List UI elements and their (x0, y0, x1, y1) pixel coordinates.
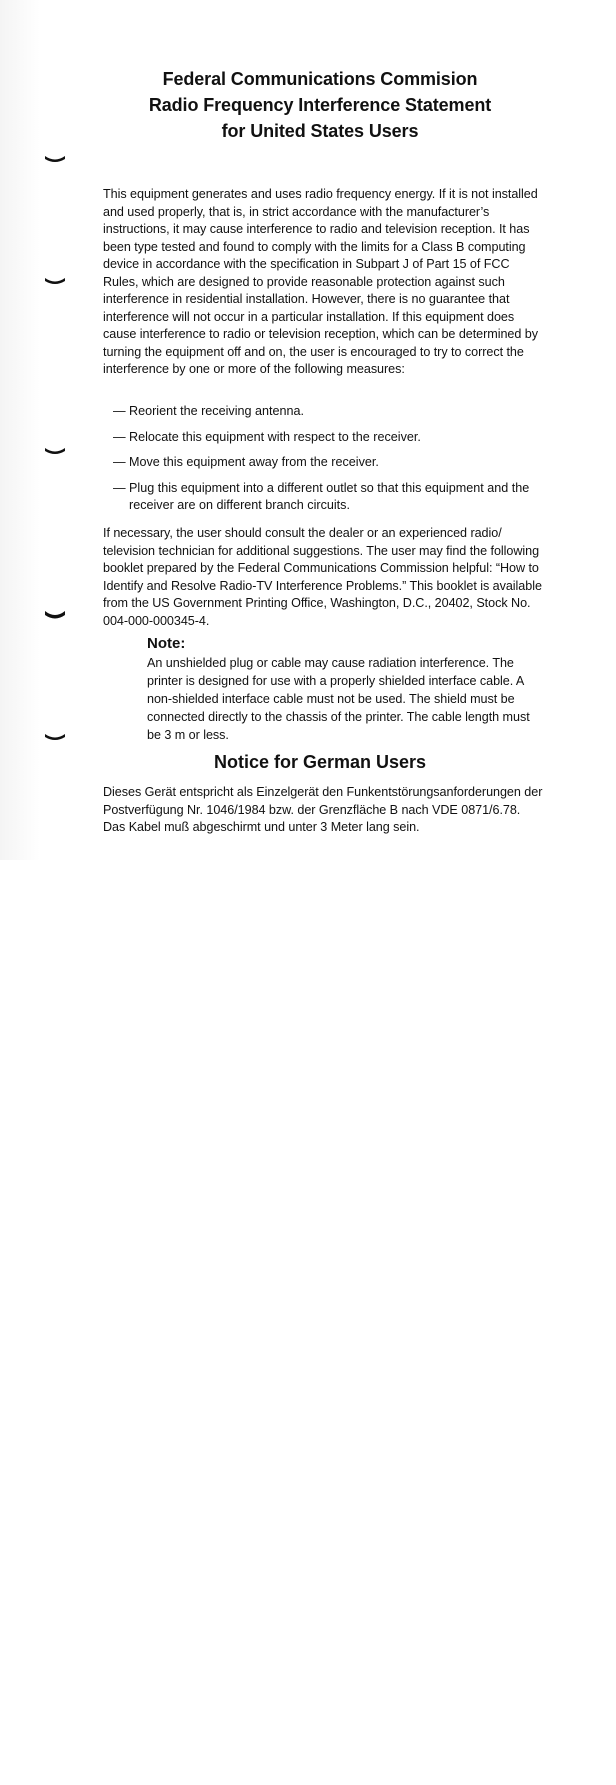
note-heading: Note: (147, 635, 186, 652)
fcc-intro-paragraph: This equipment generates and uses radio frequency energy. If it is not installed and used properly, that is, in strict accordance with the manufacturer’s instructions, it may cause interference to radio and television reception. It has been type tested and found to comply with the limits for a Class B computing device in accordance with the specification in Subpart J of Part 15 of FCC Rules, which are designed to provide reasonable protection against such interference in residential installation. However, there is no guarantee that interference will not occur in a particular installation. If this equipment does cause interference to radio or television reception, which can be determined by turning the equipment off and on, the user is encouraged to try to correct the interference by one or more of the following measures: (103, 187, 538, 376)
german-notice-line: Dieses Gerät entspricht als Einzelgerät den Funkentstörungsanforderungen der Postverfügung Nr. 1046/1984 bzw. der Grenzfläche B nach VDE 0871/6.78. (103, 785, 543, 817)
list-item: — Reorient the receiving antenna. (113, 403, 543, 421)
german-notice-line: Das Kabel muß abgeschirmt und unter 3 Meter lang sein. (103, 820, 420, 834)
binding-hole-mark (44, 610, 66, 620)
list-item: — Move this equipment away from the receiver. (113, 454, 543, 472)
title-line: Federal Communications Commision (162, 69, 478, 89)
binding-hole-mark (44, 276, 66, 286)
note-paragraph: An unshielded plug or cable may cause radiation interference. The printer is designed for use with a properly shielded interface cable. A non-shielded interface cable must not be used. The shield must be connected directly to the chassis of the printer. The cable length must be 3 m or less. (147, 656, 530, 742)
title-line: Radio Frequency Interference Statement (148, 95, 492, 115)
scan-edge-shade (0, 0, 40, 860)
german-notice-heading: Notice for German Users (213, 752, 427, 772)
binding-hole-mark (44, 154, 66, 164)
binding-hole-mark (44, 446, 66, 456)
list-item: — Plug this equipment into a different outlet so that this equipment and the receiver are on different branch circuits. (113, 480, 543, 515)
title-line: for United States Users (221, 121, 419, 141)
binding-hole-mark (44, 732, 66, 742)
list-item: — Relocate this equipment with respect to the receiver. (113, 429, 543, 447)
fcc-advice-paragraph: If necessary, the user should consult the dealer or an experienced radio/ television technician for additional suggestions. The user may find the following booklet prepared by the Federal Communications Commission helpful: “How to Identify and Resolve Radio-TV Interference Problems.” This booklet is available from the US Government Printing Office, Washington, D.C., 20402, Stock No. 004-000-000345-4. (103, 526, 542, 628)
german-notice-paragraph (103, 784, 543, 837)
page-title (60, 66, 580, 144)
measures-list (113, 403, 543, 523)
